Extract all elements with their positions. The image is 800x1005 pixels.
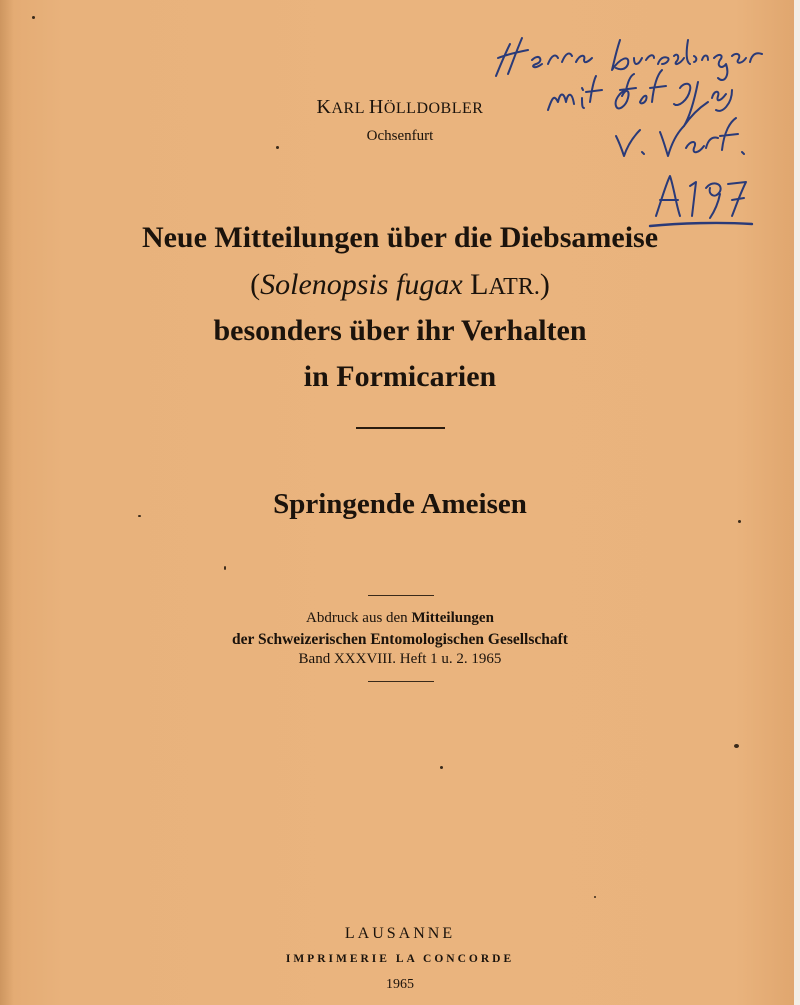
title-line-4: in Formicarien: [303, 360, 497, 393]
paper-speck: [138, 515, 141, 517]
subtitle: Springende Ameisen: [273, 488, 527, 520]
imprint-printer: IMPRIMERIE LA CONCORDE: [285, 953, 515, 965]
handwritten-dedication: [470, 18, 780, 238]
reprint-line-1: Abdruck aus den Mitteilungen: [306, 610, 494, 626]
title-line-1: Neue Mitteilungen über die Diebsameise: [141, 221, 659, 254]
reprint-divider-bottom: [368, 681, 434, 682]
paper-speck: [594, 896, 596, 898]
paper-speck: [440, 766, 443, 769]
paper-speck: [224, 566, 226, 570]
reprint-line-2: der Schweizerischen Entomologischen Gesellschaft: [232, 631, 568, 648]
reprint-line-3: Band XXXVIII. Heft 1 u. 2. 1965: [298, 651, 502, 667]
author-location: Ochsenfurt: [366, 128, 434, 144]
paper-speck: [734, 744, 739, 748]
reprint-divider-top: [368, 595, 434, 596]
title-line-2: (Solenopsis fugax LATR.): [250, 268, 550, 301]
title-line-3: besonders über ihr Verhalten: [213, 314, 587, 347]
paper-speck: [276, 146, 279, 149]
paper-speck: [32, 16, 35, 19]
species-name: Solenopsis fugax: [260, 268, 463, 301]
paper-speck: [738, 520, 741, 523]
imprint-city: LAUSANNE: [344, 925, 456, 942]
author-name: KARL HÖLLDOBLER: [316, 96, 484, 118]
imprint-year: 1965: [386, 977, 414, 992]
title-divider: [356, 427, 445, 429]
